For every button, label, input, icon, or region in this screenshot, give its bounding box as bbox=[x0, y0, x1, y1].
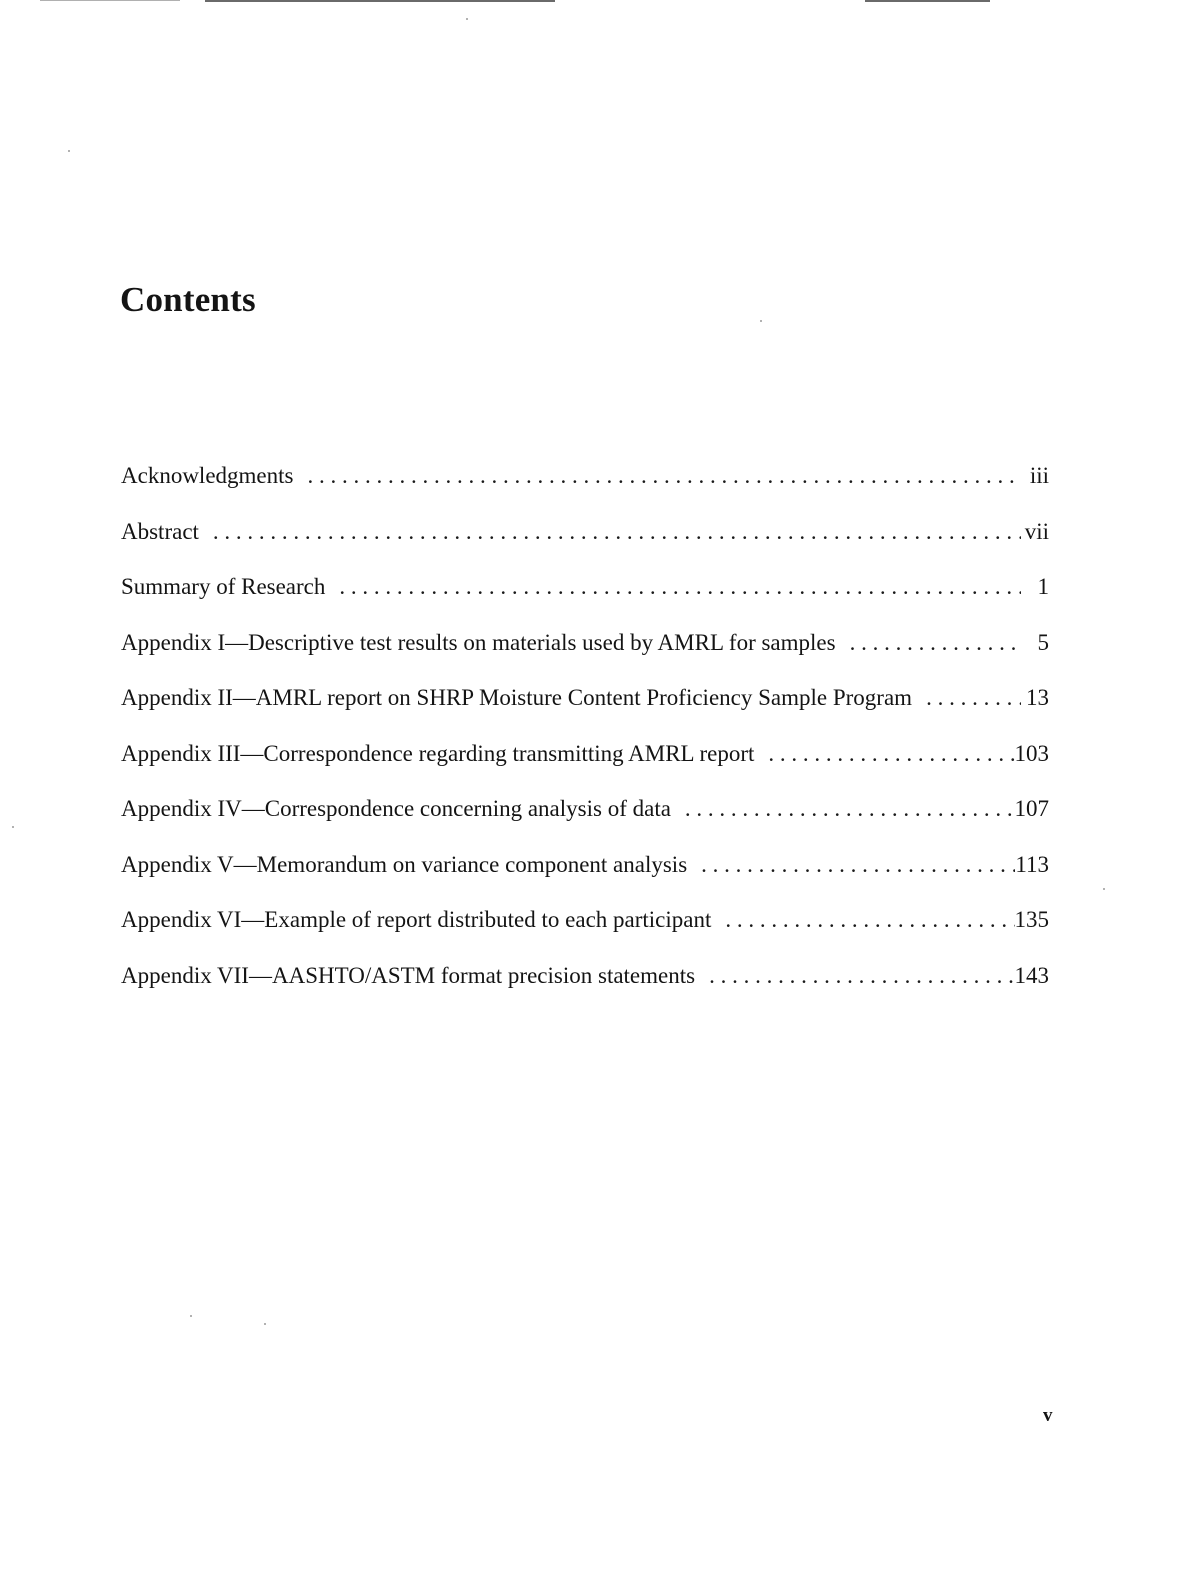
scan-artifact bbox=[205, 0, 555, 2]
dot-leader bbox=[213, 518, 1021, 546]
toc-entry[interactable] bbox=[121, 629, 1049, 685]
toc-entry-title: Appendix II—AMRL report on SHRP Moisture Content Proficiency Sample Program bbox=[121, 685, 913, 710]
scan-speck bbox=[264, 1323, 266, 1325]
dot-leader bbox=[768, 740, 1014, 768]
scan-speck bbox=[190, 1315, 192, 1317]
dot-leader bbox=[685, 795, 1015, 823]
dot-leader bbox=[926, 684, 1021, 712]
toc-entry-title: Appendix IV—Correspondence concerning analysis of data bbox=[121, 796, 671, 821]
toc-entry-page: 107 bbox=[1014, 796, 1049, 821]
toc-entry[interactable] bbox=[121, 573, 1049, 629]
toc-entry[interactable] bbox=[121, 906, 1049, 962]
dot-leader bbox=[725, 906, 1014, 934]
scan-speck bbox=[760, 320, 762, 322]
toc-entry[interactable] bbox=[121, 962, 1049, 1018]
toc-entry-page: 13 bbox=[1026, 685, 1049, 710]
toc-entry-title: Appendix VI—Example of report distributed to each participant bbox=[121, 907, 712, 932]
dot-leader bbox=[709, 962, 1014, 990]
scan-speck bbox=[1103, 888, 1105, 890]
toc-entry-page: vii bbox=[1024, 518, 1049, 544]
toc-entry-title: Appendix VII—AASHTO/ASTM format precision statements bbox=[121, 962, 696, 988]
page-number: v bbox=[1043, 1405, 1053, 1426]
table-of-contents bbox=[121, 462, 1049, 1017]
toc-entry-title: Acknowledgments bbox=[121, 463, 294, 488]
scan-speck bbox=[12, 826, 14, 828]
toc-entry-page: 5 bbox=[1037, 629, 1049, 655]
toc-entry-title: Appendix III—Correspondence regarding transmitting AMRL report bbox=[121, 740, 755, 766]
toc-entry-page: 143 bbox=[1014, 962, 1049, 988]
toc-entry[interactable] bbox=[121, 740, 1049, 796]
toc-entry-title: Abstract bbox=[121, 518, 199, 544]
dot-leader bbox=[701, 851, 1015, 879]
toc-entry-page: 135 bbox=[1014, 907, 1049, 932]
toc-entry-page: iii bbox=[1029, 463, 1049, 488]
toc-entry-title: Appendix V—Memorandum on variance component analysis bbox=[121, 851, 688, 877]
toc-entry[interactable] bbox=[121, 851, 1049, 907]
toc-entry-title: Summary of Research bbox=[121, 574, 326, 599]
scan-speck bbox=[68, 150, 70, 152]
dot-leader bbox=[850, 629, 1021, 657]
toc-entry-title: Appendix I—Descriptive test results on materials used by AMRL for samples bbox=[121, 629, 836, 655]
scan-artifact bbox=[40, 0, 180, 1]
scan-speck bbox=[466, 18, 468, 20]
toc-entry[interactable] bbox=[121, 795, 1049, 851]
toc-entry-page: 113 bbox=[1015, 851, 1049, 877]
dot-leader bbox=[307, 462, 1021, 490]
toc-entry[interactable] bbox=[121, 684, 1049, 740]
toc-entry-page: 103 bbox=[1014, 740, 1049, 766]
toc-entry[interactable] bbox=[121, 518, 1049, 574]
toc-entry[interactable] bbox=[121, 462, 1049, 518]
dot-leader bbox=[339, 573, 1021, 601]
scan-artifact bbox=[865, 0, 990, 2]
page-title: Contents bbox=[120, 280, 256, 319]
toc-entry-page: 1 bbox=[1037, 574, 1049, 599]
